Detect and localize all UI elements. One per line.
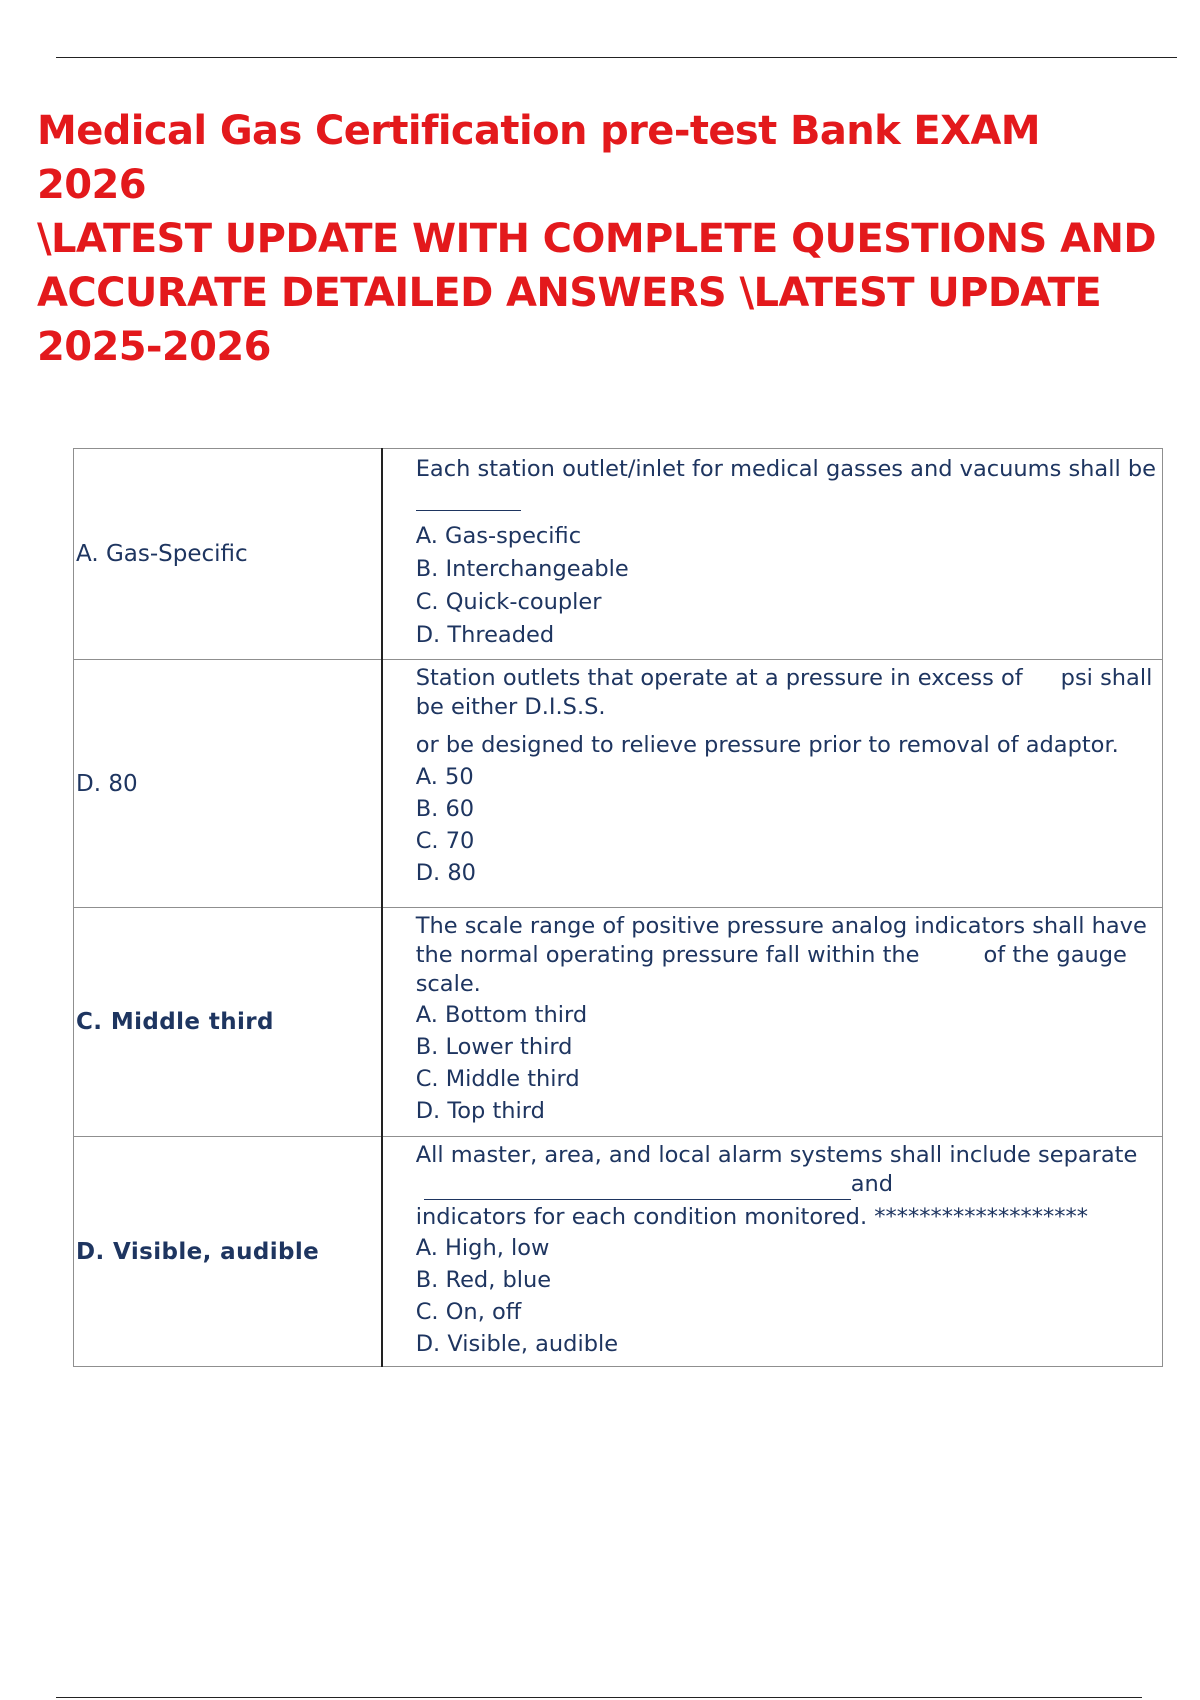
answer-cell: C. Middle third [74, 908, 382, 1137]
question-text-part: the normal operating pressure fall within the [415, 942, 920, 968]
option: B. 60 [415, 796, 475, 822]
option: D. 80 [415, 860, 476, 886]
option: A. Gas-specific [415, 523, 582, 549]
answer-cell: D. Visible, audible [74, 1137, 382, 1367]
table-row [74, 660, 1163, 908]
option: C. 70 [415, 828, 475, 854]
question-text: The scale range of positive pressure analog indicators shall have [415, 913, 1147, 939]
table-row [74, 1137, 1163, 1367]
qa-table [73, 448, 1163, 1367]
option: A. Bottom third [415, 1002, 588, 1028]
answer-blank [424, 1170, 851, 1200]
question-text: indicators for each condition monitored. ******************* [415, 1204, 1089, 1230]
question-text [416, 664, 1156, 693]
question-text-part: Station outlets that operate at a pressure in excess of [415, 665, 1023, 691]
document-title: Medical Gas Certification pre-test Bank EXAM 2026 \LATEST UPDATE WITH COMPLETE QUESTIONS AND ACCURATE DETAILED ANSWERS \LATEST UPDATE 2025-2026 [37, 108, 1156, 370]
option: D. Threaded [415, 622, 555, 648]
table-row [74, 908, 1163, 1137]
option: C. Quick-coupler [415, 589, 602, 615]
option: A. High, low [415, 1235, 550, 1261]
answer-blank-row [416, 1170, 1156, 1200]
top-rule [56, 57, 1177, 58]
question-text: scale. [415, 971, 481, 997]
question-text: or be designed to relieve pressure prior to removal of adaptor. [415, 732, 1119, 758]
answer-blank [416, 485, 521, 511]
question-text: be either D.I.S.S. [415, 694, 606, 720]
question-text-part: of the gauge [983, 942, 1127, 968]
option: D. Visible, audible [415, 1331, 619, 1357]
table-row [74, 449, 1163, 660]
option: B. Interchangeable [415, 556, 629, 582]
question-cell [382, 660, 1163, 908]
option: C. Middle third [415, 1066, 580, 1092]
question-cell [382, 908, 1163, 1137]
question-text: All master, area, and local alarm systems shall include separate [415, 1142, 1138, 1168]
option: A. 50 [415, 764, 474, 790]
question-text-part: and [850, 1171, 894, 1197]
option: D. Top third [415, 1098, 545, 1124]
question-text-part: psi shall [1060, 665, 1153, 691]
question-cell [382, 1137, 1163, 1367]
answer-cell: D. 80 [74, 660, 382, 908]
question-cell [382, 449, 1163, 660]
option: C. On, off [415, 1299, 522, 1325]
answer-cell: A. Gas-Specific [74, 449, 382, 660]
bottom-rule [56, 1697, 1142, 1698]
question-text: Each station outlet/inlet for medical gasses and vacuums shall be [415, 456, 1156, 482]
question-text [416, 941, 1156, 970]
option: B. Lower third [415, 1034, 573, 1060]
option: B. Red, blue [415, 1267, 552, 1293]
